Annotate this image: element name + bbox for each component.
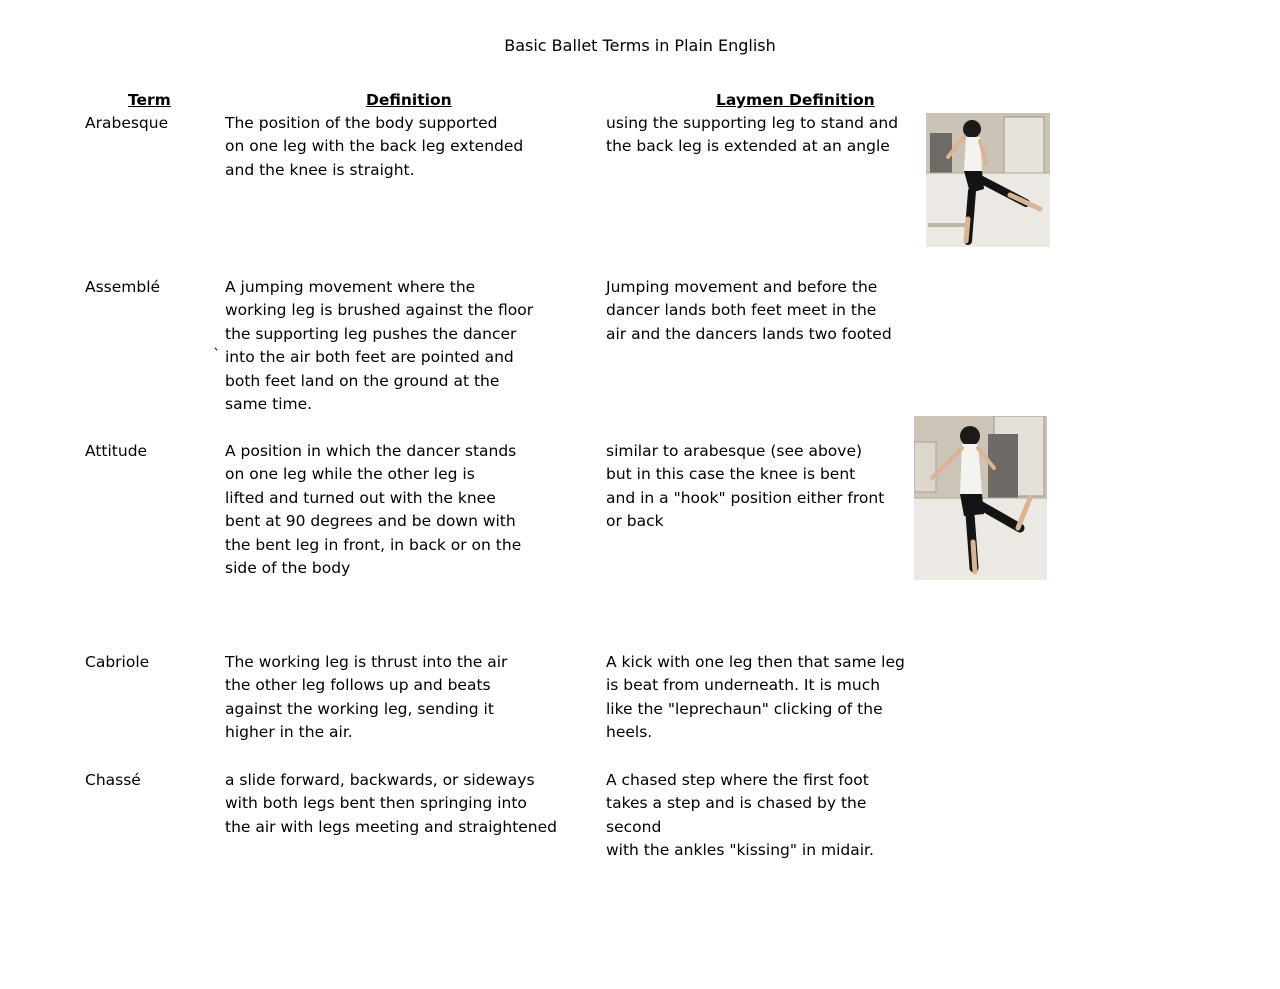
laymen-definition-arabesque: using the supporting leg to stand and the back leg is extended at an angle bbox=[606, 114, 899, 156]
definition-cabriole: The working leg is thrust into the air the other leg follows up and beats against the working leg, sending it higher in the air. bbox=[225, 653, 508, 742]
column-header-term: Term bbox=[128, 91, 171, 109]
laymen-definition-cabriole: A kick with one leg then that same leg is beat from underneath. It is much like the "leprechaun" clicking of the heels. bbox=[606, 653, 905, 742]
definition-attitude: A position in which the dancer stands on one leg while the other leg is lifted and turned out with the knee bent at 90 degrees and be down with the bent leg in front, in back or on the side of the body bbox=[225, 442, 522, 578]
laymen-definition-attitude: similar to arabesque (see above) but in this case the knee is bent and in a "hook" position either front or back bbox=[606, 442, 885, 531]
term-arabesque: Arabesque bbox=[85, 114, 169, 132]
dancer-attitude-photo bbox=[914, 416, 1047, 580]
column-header-definition: Definition bbox=[366, 91, 452, 109]
term-cabriole: Cabriole bbox=[85, 653, 150, 671]
laymen-definition-assemble: Jumping movement and before the dancer lands both feet meet in the air and the dancers lands two footed bbox=[606, 278, 892, 343]
term-chasse: Chassé bbox=[85, 771, 141, 789]
definition-chasse: a slide forward, backwards, or sideways with both legs bent then springing into the air with legs meeting and straightened bbox=[225, 771, 558, 836]
column-header-laymen-definition: Laymen Definition bbox=[716, 91, 875, 109]
definition-assemble: A jumping movement where the working leg is brushed against the floor the supporting leg pushes the dancer into the air both feet are pointed and both feet land on the ground at the same time. bbox=[225, 278, 534, 414]
dancer-arabesque-photo bbox=[926, 113, 1050, 247]
term-assemble: Assemblé bbox=[85, 278, 161, 296]
term-attitude: Attitude bbox=[85, 442, 148, 460]
stray-backtick-mark: ` bbox=[213, 346, 221, 364]
laymen-definition-chasse: A chased step where the first foot takes a step and is chased by the second with the ankles "kissing" in midair. bbox=[606, 771, 874, 860]
definition-arabesque: The position of the body supported on one leg with the back leg extended and the knee is straight. bbox=[225, 114, 524, 179]
page-title: Basic Ballet Terms in Plain English bbox=[504, 36, 776, 55]
